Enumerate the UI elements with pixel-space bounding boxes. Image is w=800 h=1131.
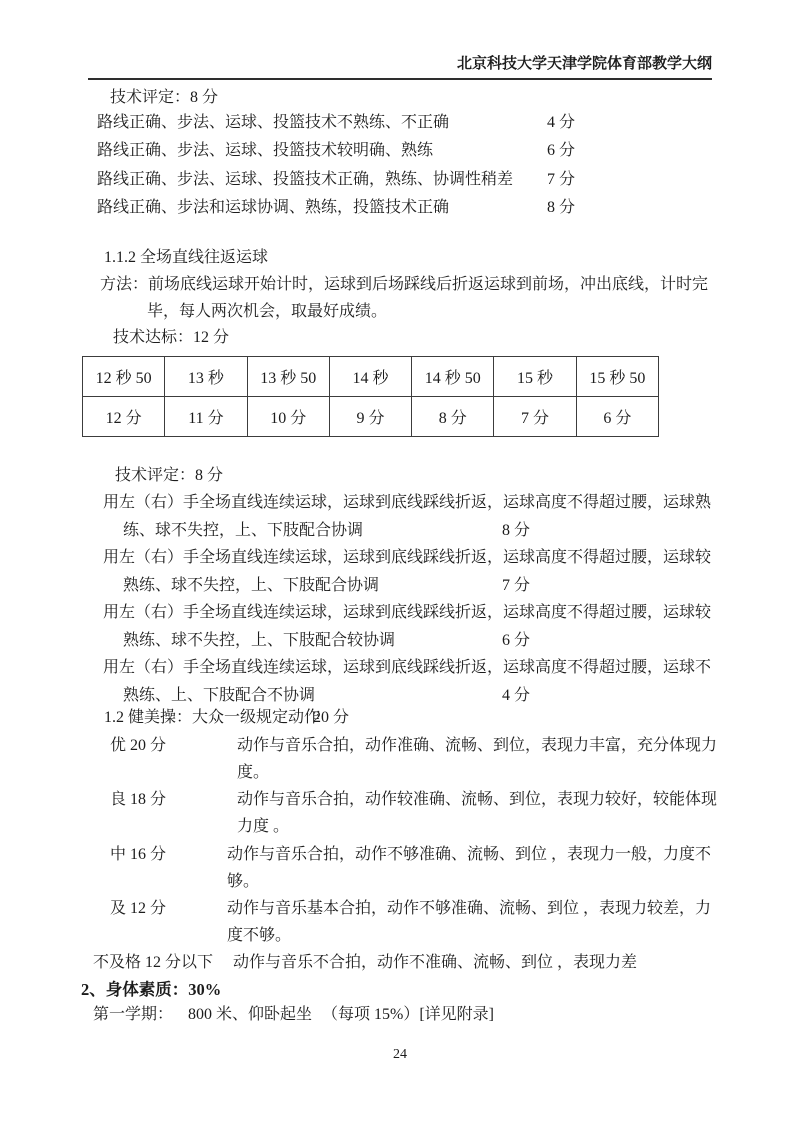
rating-text: 路线正确、步法、运球、投篮技术较明确、熟练 bbox=[97, 142, 434, 160]
rating-line1: 用左（右）手全场直线连续运球，运球到底线踩线折返，运球高度不得超过腰，运球熟 bbox=[103, 494, 712, 511]
rating-score: 6 分 bbox=[547, 142, 576, 160]
rating-score: 8 分 bbox=[547, 198, 576, 216]
rating-score: 4 分 bbox=[502, 686, 531, 704]
grade-desc-line2: 度不够。 bbox=[227, 927, 292, 945]
page-header bbox=[88, 52, 712, 80]
method-line2: 毕，每人两次机会，取最好成绩。 bbox=[147, 303, 388, 321]
rating-line2-text: 熟练、球不失控，上、下肢配合较协调 bbox=[123, 631, 396, 649]
aerobics-heading-score: 20 分 bbox=[313, 709, 350, 726]
fail-description: 动作与音乐不合拍，动作不准确、流畅、到位 ，表现力差 bbox=[233, 954, 638, 971]
layup-eval-title: 技术评定：8 分 bbox=[110, 89, 219, 106]
score-cell: 11 分 bbox=[165, 397, 247, 437]
grade-desc-line1: 动作与音乐合拍，动作较准确、流畅、到位，表现力较好，较能体现 bbox=[237, 791, 718, 808]
grade-row-average bbox=[75, 841, 735, 896]
header-title: 北京科技大学天津学院体育部教学大纲 bbox=[456, 56, 712, 72]
layup-rating-row bbox=[75, 166, 713, 194]
grade-description bbox=[237, 732, 735, 787]
grade-desc-line2: 够。 bbox=[227, 873, 260, 891]
rating-score: 7 分 bbox=[502, 576, 531, 594]
grade-label: 及 12 分 bbox=[110, 900, 167, 917]
semester-label: 第一学期： bbox=[93, 1006, 174, 1023]
grade-desc-line1: 动作与音乐合拍，动作不够准确、流畅、到位 ，表现力一般，力度不 bbox=[227, 846, 712, 863]
rating-line2-text: 熟练、球不失控，上、下肢配合协调 bbox=[123, 576, 380, 594]
grade-row-excellent bbox=[75, 732, 735, 787]
rating-score: 8 分 bbox=[502, 521, 531, 539]
score-cell: 10 分 bbox=[247, 397, 329, 437]
time-cell: 12 秒 50 bbox=[83, 357, 165, 397]
method-paragraph bbox=[100, 271, 718, 326]
section-1-2-heading bbox=[104, 704, 350, 727]
grade-label: 良 18 分 bbox=[110, 791, 167, 808]
method-line1: 方法：前场底线运球开始计时，运球到后场踩线后折返运球到前场，冲出底线，计时完 bbox=[100, 276, 709, 293]
rating-text: 路线正确、步法、运球、投篮技术不熟练、不正确 bbox=[97, 114, 450, 131]
layup-rating-list bbox=[75, 109, 713, 222]
rating-line2-text: 熟练、上、下肢配合不协调 bbox=[123, 686, 316, 704]
grade-desc-line1: 动作与音乐合拍，动作准确、流畅、到位，表现力丰富，充分体现力 bbox=[237, 737, 718, 754]
aerobics-heading-text: 1.2 健美操：大众一级规定动作 bbox=[104, 709, 321, 726]
rating-text: 路线正确、步法和运球协调、熟练，投篮技术正确 bbox=[97, 198, 450, 216]
rating-line1: 用左（右）手全场直线连续运球，运球到底线踩线折返，运球高度不得超过腰，运球较 bbox=[103, 604, 712, 621]
dribble-rating-item bbox=[75, 544, 720, 599]
time-row bbox=[83, 357, 659, 397]
section-1-1-2-heading: 1.1.2 全场直线往返运球 bbox=[104, 249, 269, 266]
dribble-rating-item bbox=[75, 599, 720, 654]
standard-title: 技术达标：12 分 bbox=[113, 329, 230, 346]
score-cell: 7 分 bbox=[494, 397, 576, 437]
score-cell: 8 分 bbox=[412, 397, 494, 437]
rating-score: 4 分 bbox=[547, 114, 576, 131]
rating-line2-text: 练、球不失控，上、下肢配合协调 bbox=[123, 521, 364, 539]
dribble-rating-item bbox=[75, 654, 720, 709]
semester-items: 800 米、仰卧起坐 bbox=[188, 1006, 313, 1023]
rating-line1: 用左（右）手全场直线连续运球，运球到底线踩线折返，运球高度不得超过腰，运球较 bbox=[103, 549, 712, 566]
time-cell: 14 秒 bbox=[329, 357, 411, 397]
fail-label: 不及格 12 分以下 bbox=[93, 954, 214, 971]
dribble-eval-title: 技术评定：8 分 bbox=[115, 467, 224, 484]
grade-desc-line2: 度。 bbox=[237, 764, 270, 782]
grade-row-pass bbox=[75, 895, 735, 950]
time-cell: 13 秒 bbox=[165, 357, 247, 397]
rating-line2 bbox=[75, 572, 720, 600]
time-cell: 14 秒 50 bbox=[412, 357, 494, 397]
semester-note: （每项 15%）[详见附录] bbox=[322, 1006, 494, 1023]
score-row bbox=[83, 397, 659, 437]
score-cell: 6 分 bbox=[576, 397, 658, 437]
rating-text: 路线正确、步法、运球、投篮技术正确，熟练、协调性稍差 bbox=[97, 170, 514, 188]
grade-label: 中 16 分 bbox=[110, 846, 167, 863]
rating-line1: 用左（右）手全场直线连续运球，运球到底线踩线折返，运球高度不得超过腰，运球不 bbox=[103, 659, 712, 676]
page-number: 24 bbox=[393, 1047, 407, 1062]
semester-line bbox=[75, 1001, 735, 1023]
time-cell: 13 秒 50 bbox=[247, 357, 329, 397]
dribble-rating-item bbox=[75, 489, 720, 544]
grade-label: 优 20 分 bbox=[110, 737, 167, 754]
time-cell: 15 秒 bbox=[494, 357, 576, 397]
score-cell: 9 分 bbox=[329, 397, 411, 437]
dribble-rating-list bbox=[75, 489, 720, 709]
layup-rating-row bbox=[75, 137, 713, 165]
grade-row-fail bbox=[75, 949, 735, 971]
rating-score: 7 分 bbox=[547, 170, 576, 188]
layup-rating-row bbox=[75, 194, 713, 222]
rating-line2 bbox=[75, 517, 720, 545]
grade-row-good bbox=[75, 786, 735, 841]
grade-description bbox=[227, 895, 735, 950]
rating-score: 6 分 bbox=[502, 631, 531, 649]
rating-line2 bbox=[75, 627, 720, 655]
layup-rating-row bbox=[75, 109, 713, 137]
grade-desc-line2: 力度 。 bbox=[237, 818, 290, 836]
section-2-heading: 2、身体素质：30% bbox=[81, 980, 222, 999]
dribble-score-table bbox=[82, 356, 659, 437]
score-cell: 12 分 bbox=[83, 397, 165, 437]
grade-description bbox=[237, 786, 735, 841]
grade-desc-line1: 动作与音乐基本合拍，动作不够准确、流畅、到位 ，表现力较差，力 bbox=[227, 900, 712, 917]
grade-description bbox=[227, 841, 735, 896]
time-cell: 15 秒 50 bbox=[576, 357, 658, 397]
